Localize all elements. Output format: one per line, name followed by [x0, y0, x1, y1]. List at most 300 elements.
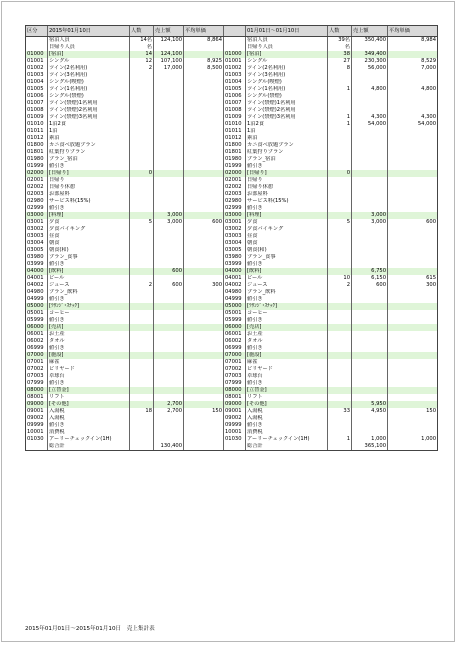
cell-item-name: 日帰り休憩	[48, 184, 130, 191]
table-row	[26, 338, 438, 345]
cell-code: 04980	[26, 289, 48, 296]
cell-item-name: プラン_宿泊	[48, 156, 130, 163]
cell-period-code: 02002	[224, 184, 246, 191]
cell-day-people	[130, 394, 154, 401]
cell-period-code: 03000	[224, 212, 246, 219]
cell-code: 03001	[26, 219, 48, 226]
cell-code: 07002	[26, 366, 48, 373]
cell-item-name: 日帰り	[48, 177, 130, 184]
cell-day-average	[184, 184, 224, 191]
cell-period-code: 02001	[224, 177, 246, 184]
cell-code: 07999	[26, 380, 48, 387]
cell-period-code: 01800	[224, 142, 246, 149]
cell-day-average	[184, 401, 224, 408]
cell-period-people	[328, 422, 352, 429]
cell-day-people	[130, 303, 154, 310]
cell-period-people	[328, 289, 352, 296]
cell-period-average: 4,300	[388, 114, 438, 121]
cell-period-code: 01000	[224, 51, 246, 58]
cell-period-people	[328, 331, 352, 338]
cell-period-code: 01003	[224, 72, 246, 79]
cell-period-people	[328, 296, 352, 303]
cell-day-people	[130, 93, 154, 100]
cell-day-sales	[154, 373, 184, 380]
cell-period-average	[388, 191, 438, 198]
cell-period-average	[388, 352, 438, 359]
cell-day-sales	[154, 177, 184, 184]
cell-period-sales: 5,950	[352, 401, 388, 408]
cell-day-average	[184, 121, 224, 128]
cell-code: 09999	[26, 422, 48, 429]
cell-day-sales	[154, 72, 184, 79]
cell-code: 01008	[26, 107, 48, 114]
cell-day-sales	[154, 86, 184, 93]
cell-period-average: 1,000	[388, 436, 438, 443]
cell-day-people	[130, 233, 154, 240]
table-row	[26, 317, 438, 324]
cell-period-sales	[352, 177, 388, 184]
cell-period-code: 01001	[224, 58, 246, 65]
cell-period-average	[388, 177, 438, 184]
table-row	[26, 394, 438, 401]
cell-day-average	[184, 51, 224, 58]
cell-period-people	[328, 359, 352, 366]
cell-item-name: プラン_食事	[48, 254, 130, 261]
cell-day-average	[184, 86, 224, 93]
cell-period-code: 07001	[224, 359, 246, 366]
cell-day-people	[130, 149, 154, 156]
cell-day-sales	[154, 79, 184, 86]
cell-period-people: 2	[328, 282, 352, 289]
cell-item-name: 昼食	[48, 233, 130, 240]
cell-day-people	[130, 275, 154, 282]
cell-day-people	[130, 163, 154, 170]
cell-day-average	[184, 135, 224, 142]
table-row	[26, 79, 438, 86]
cell-day-sales	[154, 429, 184, 436]
cell-code: 01009	[26, 114, 48, 121]
cell-period-sales	[352, 254, 388, 261]
cell-period-sales	[352, 352, 388, 359]
cell-day-people	[130, 240, 154, 247]
cell-period-people	[328, 254, 352, 261]
cell-item-name: シングル	[48, 58, 130, 65]
cell-item-name: 夕食	[48, 219, 130, 226]
cell-period-item-name: アーリーチェックイン(1H)	[246, 436, 328, 443]
cell-day-average	[184, 317, 224, 324]
cell-period-sales	[352, 429, 388, 436]
table-row	[26, 205, 438, 212]
cell-period-sales	[352, 261, 388, 268]
table-row	[26, 436, 438, 443]
cell-period-average	[388, 380, 438, 387]
cell-period-average: 600	[388, 219, 438, 226]
cell-code: 01001	[26, 58, 48, 65]
cell-period-people	[328, 93, 352, 100]
cell-period-sales: 56,000	[352, 65, 388, 72]
cell-day-people	[130, 289, 154, 296]
cell-period-code: 03001	[224, 219, 246, 226]
cell-day-sales	[154, 331, 184, 338]
cell-day-sales	[154, 366, 184, 373]
cell-day-people	[130, 296, 154, 303]
table-row	[26, 429, 438, 436]
cell-period-people: 27	[328, 58, 352, 65]
cell-period-average	[388, 296, 438, 303]
cell-period-item-name: 夕食	[246, 219, 328, 226]
cell-code: 03004	[26, 240, 48, 247]
cell-period-average: 7,000	[388, 65, 438, 72]
table-row	[26, 107, 438, 114]
cell-code: 04002	[26, 282, 48, 289]
cell-code: 03000	[26, 212, 48, 219]
cell-item-name: シングル(喫煙)	[48, 79, 130, 86]
cell-day-sales	[154, 135, 184, 142]
cell-day-sales	[154, 289, 184, 296]
cell-item-name: [ﾗｳﾝｼﾞ･ｽﾅｯｸ]	[48, 303, 130, 310]
cell-period-code: 03004	[224, 240, 246, 247]
cell-period-people	[328, 240, 352, 247]
cell-period-average	[388, 79, 438, 86]
table-row	[26, 100, 438, 107]
cell-day-sales	[154, 338, 184, 345]
table-row	[26, 156, 438, 163]
cell-period-people	[328, 401, 352, 408]
header-category: 区分	[26, 26, 48, 37]
cell-period-item-name: シングル(喫煙)	[246, 79, 328, 86]
cell-period-sales	[352, 380, 388, 387]
cell-period-people: 1	[328, 114, 352, 121]
cell-item-name: 総合計	[48, 443, 130, 451]
cell-day-sales	[154, 156, 184, 163]
cell-day-average	[184, 212, 224, 219]
cell-day-people	[130, 79, 154, 86]
table-row	[26, 422, 438, 429]
cell-period-sales	[352, 303, 388, 310]
cell-period-code: 04002	[224, 282, 246, 289]
cell-day-average	[184, 240, 224, 247]
table-row	[26, 212, 438, 219]
cell-item-name: 宿泊人員	[48, 37, 130, 45]
cell-code: 01004	[26, 79, 48, 86]
cell-period-average: 150	[388, 408, 438, 415]
cell-day-people	[130, 352, 154, 359]
cell-period-item-name: [その他]	[246, 401, 328, 408]
cell-period-sales: 54,000	[352, 121, 388, 128]
cell-code: 06000	[26, 324, 48, 331]
cell-day-average	[184, 331, 224, 338]
cell-day-people: 14名	[130, 37, 154, 45]
cell-code: 01007	[26, 100, 48, 107]
cell-code: 09000	[26, 401, 48, 408]
cell-period-average	[388, 205, 438, 212]
table-row	[26, 373, 438, 380]
cell-day-people	[130, 191, 154, 198]
table-row	[26, 359, 438, 366]
cell-day-average	[184, 100, 224, 107]
cell-period-sales	[352, 128, 388, 135]
cell-period-item-name: プラン_飲料	[246, 289, 328, 296]
cell-period-item-name: [料理]	[246, 212, 328, 219]
cell-period-code: 05001	[224, 310, 246, 317]
cell-item-name: 値引き	[48, 205, 130, 212]
cell-period-average: 615	[388, 275, 438, 282]
cell-day-people	[130, 317, 154, 324]
header-period-range: 01月01日～01月10日	[246, 26, 328, 37]
cell-period-average	[388, 310, 438, 317]
cell-period-sales	[352, 366, 388, 373]
cell-period-sales	[352, 331, 388, 338]
cell-day-sales: 124,100	[154, 51, 184, 58]
cell-day-average	[184, 163, 224, 170]
table-header-row	[26, 26, 438, 37]
cell-period-item-name: [立替金]	[246, 387, 328, 394]
table-row	[26, 65, 438, 72]
cell-period-code: 02003	[224, 191, 246, 198]
cell-period-average: 8,984	[388, 37, 438, 45]
cell-period-item-name: ツイン(禁煙)2名利用	[246, 107, 328, 114]
cell-day-people: 12	[130, 58, 154, 65]
cell-day-average: 600	[184, 219, 224, 226]
header-day-sales: 売上額	[154, 26, 184, 37]
cell-period-people	[328, 142, 352, 149]
cell-period-people	[328, 184, 352, 191]
cell-item-name: [立替金]	[48, 387, 130, 394]
cell-period-item-name: [施設]	[246, 352, 328, 359]
cell-period-code: 09002	[224, 415, 246, 422]
cell-period-sales	[352, 142, 388, 149]
cell-day-average	[184, 177, 224, 184]
cell-period-item-name: プラン_宿泊	[246, 156, 328, 163]
cell-period-sales: 3,000	[352, 212, 388, 219]
cell-period-sales	[352, 170, 388, 177]
cell-period-sales: 350,400	[352, 37, 388, 45]
cell-period-people	[328, 205, 352, 212]
cell-period-sales	[352, 163, 388, 170]
cell-code: 01801	[26, 149, 48, 156]
cell-period-item-name: ツイン(1名利用)	[246, 86, 328, 93]
cell-day-people	[130, 107, 154, 114]
table-row	[26, 268, 438, 275]
cell-day-people: 名	[130, 44, 154, 51]
cell-day-sales	[154, 100, 184, 107]
cell-period-item-name: 紅葉狩りプラン	[246, 149, 328, 156]
cell-item-name: ツイン(2名利用)	[48, 65, 130, 72]
cell-period-people	[328, 373, 352, 380]
cell-day-average	[184, 268, 224, 275]
cell-period-code: 01007	[224, 100, 246, 107]
cell-period-item-name: コーヒー	[246, 310, 328, 317]
cell-period-item-name: 朝食	[246, 240, 328, 247]
cell-period-average	[388, 51, 438, 58]
cell-day-average	[184, 170, 224, 177]
cell-item-name: [売店]	[48, 324, 130, 331]
cell-period-people	[328, 429, 352, 436]
table-row	[26, 310, 438, 317]
cell-period-people	[328, 303, 352, 310]
cell-code: 09002	[26, 415, 48, 422]
cell-day-sales	[154, 352, 184, 359]
cell-day-people	[130, 415, 154, 422]
cell-day-average	[184, 422, 224, 429]
cell-day-sales	[154, 310, 184, 317]
cell-period-average	[388, 331, 438, 338]
cell-period-sales	[352, 100, 388, 107]
cell-day-sales	[154, 226, 184, 233]
cell-period-people	[328, 100, 352, 107]
cell-item-name: 消費税	[48, 429, 130, 436]
cell-day-people	[130, 345, 154, 352]
cell-item-name: 朝食(和)	[48, 247, 130, 254]
cell-period-average	[388, 163, 438, 170]
cell-code	[26, 37, 48, 45]
cell-period-sales	[352, 338, 388, 345]
cell-period-sales: 600	[352, 282, 388, 289]
cell-day-sales: 600	[154, 268, 184, 275]
cell-code: 05999	[26, 317, 48, 324]
cell-day-average	[184, 44, 224, 51]
cell-code: 08001	[26, 394, 48, 401]
table-row	[26, 184, 438, 191]
cell-code: 01010	[26, 121, 48, 128]
cell-item-name: シングル(禁煙)	[48, 93, 130, 100]
table-row	[26, 387, 438, 394]
cell-period-item-name: 値引き	[246, 422, 328, 429]
cell-period-sales	[352, 394, 388, 401]
cell-code: 03002	[26, 226, 48, 233]
cell-period-code: 05000	[224, 303, 246, 310]
cell-day-sales	[154, 149, 184, 156]
cell-period-sales: 6,750	[352, 268, 388, 275]
cell-period-sales	[352, 317, 388, 324]
cell-period-item-name: 宿泊人員	[246, 37, 328, 45]
cell-day-average	[184, 93, 224, 100]
cell-period-sales	[352, 387, 388, 394]
cell-day-people	[130, 135, 154, 142]
cell-period-average	[388, 233, 438, 240]
cell-code: 08000	[26, 387, 48, 394]
cell-period-item-name: 値引き	[246, 380, 328, 387]
cell-code: 01000	[26, 51, 48, 58]
cell-day-people	[130, 373, 154, 380]
cell-day-people	[130, 100, 154, 107]
table-row	[26, 177, 438, 184]
cell-period-code: 03002	[224, 226, 246, 233]
cell-code: 03003	[26, 233, 48, 240]
cell-period-item-name: 入湯税	[246, 415, 328, 422]
cell-period-code: 07999	[224, 380, 246, 387]
cell-period-code: 09999	[224, 422, 246, 429]
cell-period-people	[328, 198, 352, 205]
cell-day-average	[184, 156, 224, 163]
cell-period-item-name: 値引き	[246, 205, 328, 212]
cell-item-name: 麻雀	[48, 359, 130, 366]
table-row	[26, 296, 438, 303]
cell-day-sales: 107,100	[154, 58, 184, 65]
table-row	[26, 226, 438, 233]
cell-day-sales: 17,000	[154, 65, 184, 72]
table-row	[26, 254, 438, 261]
cell-item-name: プラン_飲料	[48, 289, 130, 296]
cell-day-people	[130, 212, 154, 219]
cell-period-code: 03005	[224, 247, 246, 254]
cell-period-people	[328, 156, 352, 163]
table-row	[26, 121, 438, 128]
cell-period-people	[328, 380, 352, 387]
table-row	[26, 289, 438, 296]
cell-day-sales	[154, 191, 184, 198]
cell-period-code: 01004	[224, 79, 246, 86]
cell-item-name: [日帰り]	[48, 170, 130, 177]
table-row	[26, 128, 438, 135]
cell-day-sales: 2,700	[154, 401, 184, 408]
cell-day-average	[184, 72, 224, 79]
cell-day-people: 18	[130, 408, 154, 415]
header-day-date: 2015年01月10日	[48, 26, 130, 37]
cell-period-average	[388, 100, 438, 107]
cell-item-name: [施設]	[48, 352, 130, 359]
cell-period-sales	[352, 72, 388, 79]
cell-period-people	[328, 233, 352, 240]
cell-period-people	[328, 177, 352, 184]
cell-day-average	[184, 394, 224, 401]
cell-period-item-name: シングル(禁煙)	[246, 93, 328, 100]
table-row	[26, 408, 438, 415]
cell-period-people	[328, 443, 352, 451]
cell-period-sales	[352, 240, 388, 247]
cell-period-people	[328, 212, 352, 219]
cell-day-people	[130, 142, 154, 149]
table-row	[26, 51, 438, 58]
cell-period-people	[328, 394, 352, 401]
cell-day-people: 2	[130, 65, 154, 72]
cell-day-people	[130, 86, 154, 93]
cell-period-average	[388, 359, 438, 366]
cell-period-people	[328, 72, 352, 79]
cell-period-item-name: 入湯税	[246, 408, 328, 415]
cell-period-code	[224, 37, 246, 45]
cell-period-average	[388, 135, 438, 142]
cell-item-name: [飲料]	[48, 268, 130, 275]
table-row	[26, 198, 438, 205]
cell-day-sales: 2,700	[154, 408, 184, 415]
cell-period-item-name: カニ食べ放題プラン	[246, 142, 328, 149]
cell-item-name: 値引き	[48, 296, 130, 303]
cell-period-average	[388, 247, 438, 254]
cell-period-code: 04980	[224, 289, 246, 296]
cell-period-sales	[352, 191, 388, 198]
cell-day-people	[130, 261, 154, 268]
cell-code: 02002	[26, 184, 48, 191]
cell-period-average	[388, 212, 438, 219]
table-row	[26, 261, 438, 268]
table-row	[26, 135, 438, 142]
cell-period-item-name: 素泊	[246, 135, 328, 142]
cell-period-people: 33	[328, 408, 352, 415]
cell-item-name: お部屋料	[48, 191, 130, 198]
cell-period-code: 01011	[224, 128, 246, 135]
cell-period-sales	[352, 44, 388, 51]
cell-period-item-name: タオル	[246, 338, 328, 345]
cell-day-sales	[154, 261, 184, 268]
cell-period-item-name: ジュース	[246, 282, 328, 289]
cell-period-code: 03003	[224, 233, 246, 240]
cell-day-sales	[154, 128, 184, 135]
cell-period-item-name: 麻雀	[246, 359, 328, 366]
cell-period-code: 02980	[224, 198, 246, 205]
cell-period-item-name: ツイン(禁煙)3名利用	[246, 114, 328, 121]
cell-day-people	[130, 268, 154, 275]
